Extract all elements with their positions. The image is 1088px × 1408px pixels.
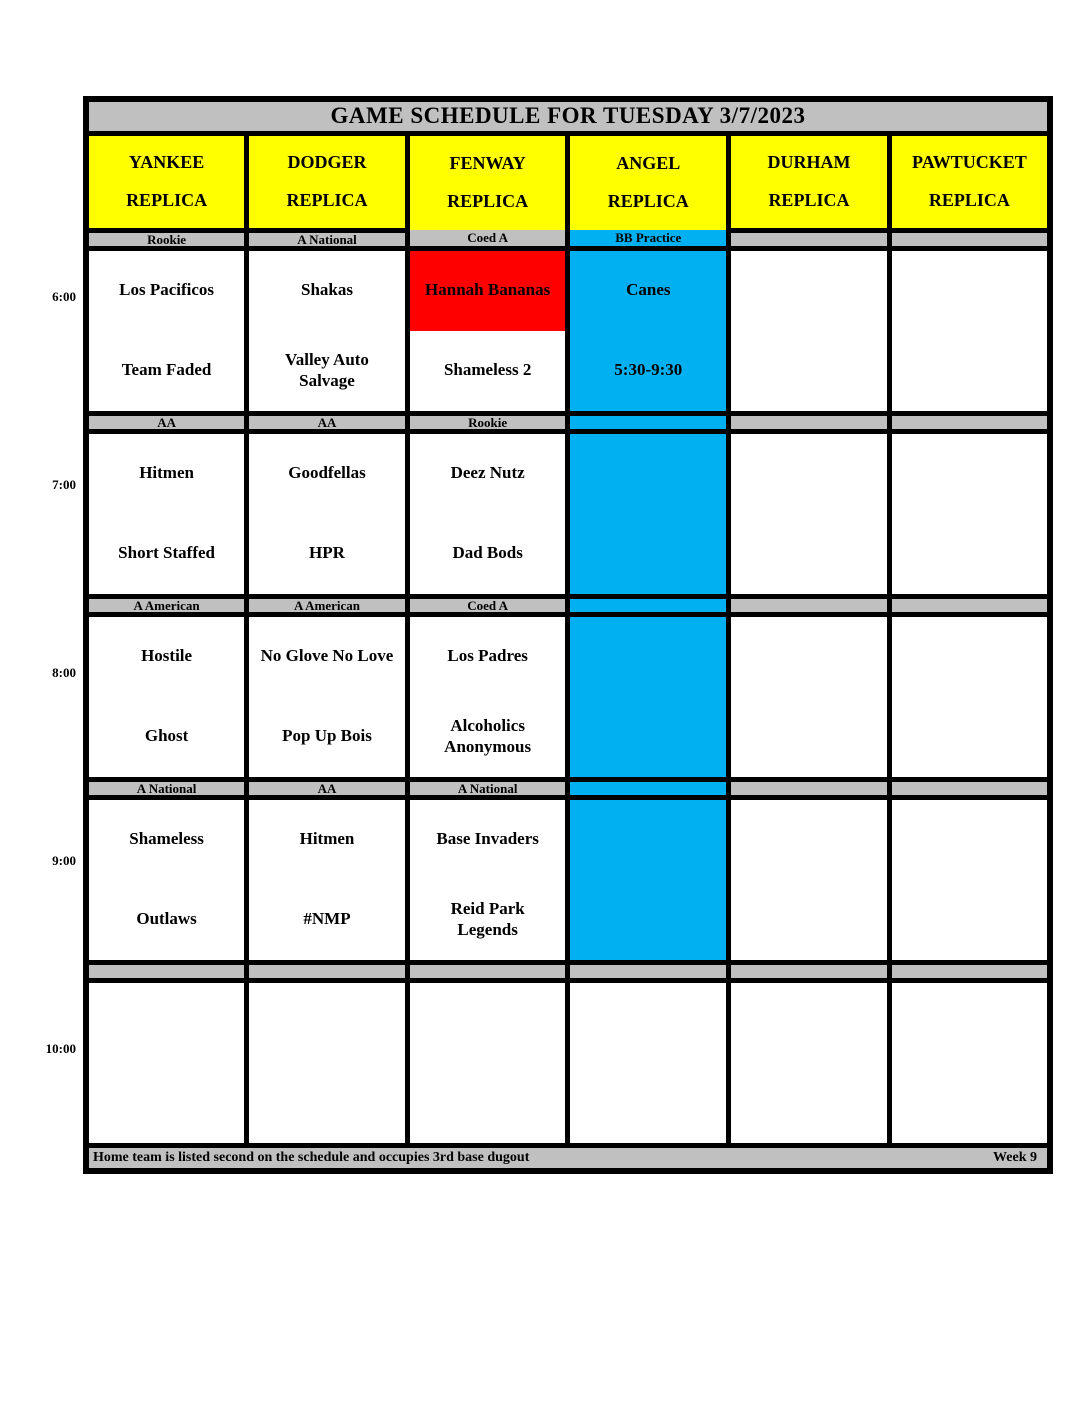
field-header-durham bbox=[729, 133, 890, 230]
home-team bbox=[892, 514, 1047, 594]
away-team: Hitmen bbox=[139, 463, 194, 483]
time-label-8: 8:00 bbox=[52, 665, 76, 680]
away-team bbox=[570, 983, 726, 1063]
game-cell bbox=[86, 431, 247, 596]
home-team bbox=[731, 514, 887, 594]
game-cell bbox=[86, 797, 247, 962]
away-team: No Glove No Love bbox=[260, 646, 394, 666]
away-team: Hostile bbox=[141, 646, 193, 666]
home-team bbox=[731, 880, 887, 960]
division-cell: A American bbox=[86, 596, 247, 614]
game-row-7 bbox=[86, 431, 1050, 596]
empty-cell-text bbox=[570, 514, 726, 594]
empty-cell-text bbox=[570, 800, 726, 880]
away-team bbox=[892, 434, 1047, 514]
game-cell bbox=[247, 980, 408, 1145]
division-cell: AA bbox=[247, 413, 408, 431]
field-header-pawtucket bbox=[889, 133, 1050, 230]
game-cell bbox=[407, 248, 568, 413]
game-row-6 bbox=[86, 248, 1050, 413]
division-cell: Rookie bbox=[86, 230, 247, 248]
away-team-highlighted: Hannah Bananas bbox=[410, 251, 566, 331]
division-cell: A National bbox=[86, 779, 247, 797]
division-cell-practice bbox=[568, 596, 729, 614]
home-team: Team Faded bbox=[121, 360, 212, 380]
week-label: Week 9 bbox=[993, 1149, 1037, 1165]
time-label-10: 10:00 bbox=[45, 1041, 76, 1056]
away-team bbox=[892, 251, 1047, 331]
division-cell bbox=[729, 230, 890, 248]
away-team: Deez Nutz bbox=[450, 463, 525, 483]
game-cell bbox=[889, 614, 1050, 779]
field-sub: REPLICA bbox=[126, 189, 208, 210]
home-team: HPR bbox=[309, 543, 345, 563]
game-cell bbox=[729, 614, 890, 779]
time-label-7: 7:00 bbox=[52, 477, 76, 492]
division-cell-practice bbox=[568, 413, 729, 431]
game-cell bbox=[407, 431, 568, 596]
game-cell bbox=[247, 248, 408, 413]
home-team bbox=[89, 1063, 244, 1143]
division-cell bbox=[889, 779, 1050, 797]
game-cell bbox=[247, 797, 408, 962]
field-sub: REPLICA bbox=[447, 191, 529, 212]
game-cell bbox=[568, 980, 729, 1145]
away-team: Los Padres bbox=[447, 646, 528, 666]
division-cell bbox=[729, 413, 890, 431]
time-label-6: 6:00 bbox=[52, 289, 76, 304]
away-team bbox=[892, 617, 1047, 697]
home-team: Dad Bods bbox=[452, 543, 523, 563]
division-cell bbox=[407, 962, 568, 980]
field-name: ANGEL bbox=[616, 153, 681, 174]
game-cell bbox=[729, 980, 890, 1145]
field-name: PAWTUCKET bbox=[912, 152, 1027, 173]
field-name: DODGER bbox=[287, 152, 367, 173]
field-name: DURHAM bbox=[767, 152, 851, 173]
game-cell bbox=[889, 248, 1050, 413]
game-cell bbox=[889, 431, 1050, 596]
field-name: YANKEE bbox=[128, 152, 205, 173]
field-header-yankee bbox=[86, 133, 247, 230]
division-cell bbox=[889, 413, 1050, 431]
footer-cell bbox=[86, 1145, 1050, 1171]
home-team bbox=[731, 1063, 887, 1143]
game-cell bbox=[889, 797, 1050, 962]
home-team bbox=[570, 1063, 726, 1143]
division-row-9 bbox=[86, 779, 1050, 797]
home-team bbox=[410, 1063, 566, 1143]
division-cell: AA bbox=[247, 779, 408, 797]
field-sub: REPLICA bbox=[607, 191, 689, 212]
division-cell-practice: BB Practice bbox=[568, 230, 729, 248]
home-team: Alcoholics Anonymous bbox=[444, 716, 532, 756]
division-cell bbox=[729, 779, 890, 797]
game-row-10 bbox=[86, 980, 1050, 1145]
game-cell bbox=[247, 431, 408, 596]
away-team: Goodfellas bbox=[288, 463, 366, 483]
division-row-6 bbox=[86, 230, 1050, 248]
home-team bbox=[731, 697, 887, 777]
empty-cell-text bbox=[570, 880, 726, 960]
field-name: FENWAY bbox=[449, 153, 526, 174]
away-team: Shakas bbox=[300, 280, 353, 300]
home-team bbox=[249, 1063, 405, 1143]
game-cell bbox=[86, 248, 247, 413]
game-cell bbox=[407, 614, 568, 779]
game-cell bbox=[407, 797, 568, 962]
division-cell bbox=[889, 230, 1050, 248]
away-team bbox=[892, 800, 1047, 880]
home-team: Short Staffed bbox=[118, 543, 215, 563]
division-cell: Rookie bbox=[407, 413, 568, 431]
home-team: Ghost bbox=[144, 726, 189, 746]
game-cell bbox=[86, 980, 247, 1145]
away-team: Los Pacificos bbox=[119, 280, 215, 300]
division-cell: AA bbox=[86, 413, 247, 431]
title-row bbox=[86, 99, 1050, 133]
away-team bbox=[410, 983, 566, 1063]
footer-note: Home team is listed second on the schedule and occupies 3rd base dugout bbox=[93, 1149, 530, 1165]
division-cell: Coed A bbox=[407, 230, 568, 248]
division-cell bbox=[729, 596, 890, 614]
division-cell bbox=[889, 962, 1050, 980]
home-team bbox=[892, 880, 1047, 960]
away-team bbox=[731, 251, 887, 331]
home-team bbox=[892, 697, 1047, 777]
division-row-10 bbox=[86, 962, 1050, 980]
division-cell: A National bbox=[247, 230, 408, 248]
field-header-dodger bbox=[247, 133, 408, 230]
field-sub: REPLICA bbox=[928, 189, 1010, 210]
game-cell bbox=[729, 797, 890, 962]
home-team: Reid Park Legends bbox=[450, 899, 525, 939]
game-cell bbox=[407, 980, 568, 1145]
practice-cell bbox=[568, 797, 729, 962]
home-team: #NMP bbox=[303, 909, 351, 929]
away-team bbox=[731, 617, 887, 697]
home-team bbox=[731, 331, 887, 411]
home-team: Pop Up Bois bbox=[282, 726, 372, 746]
home-team bbox=[892, 1063, 1047, 1143]
division-cell bbox=[889, 596, 1050, 614]
away-team: Shameless bbox=[129, 829, 204, 849]
division-cell bbox=[86, 962, 247, 980]
away-team bbox=[89, 983, 244, 1063]
division-cell bbox=[247, 962, 408, 980]
home-team: Valley Auto Salvage bbox=[285, 350, 369, 390]
game-cell bbox=[889, 980, 1050, 1145]
page-title: GAME SCHEDULE FOR TUESDAY 3/7/2023 bbox=[86, 99, 1050, 133]
practice-time: 5:30-9:30 bbox=[614, 360, 683, 380]
practice-cell bbox=[568, 248, 729, 413]
away-team bbox=[249, 983, 405, 1063]
division-row-8 bbox=[86, 596, 1050, 614]
field-sub: REPLICA bbox=[286, 189, 368, 210]
away-team: Base Invaders bbox=[436, 829, 539, 849]
empty-cell-text bbox=[570, 617, 726, 697]
game-cell bbox=[86, 614, 247, 779]
away-team bbox=[731, 983, 887, 1063]
footer-row bbox=[86, 1145, 1050, 1171]
game-row-9 bbox=[86, 797, 1050, 962]
away-team bbox=[731, 434, 887, 514]
home-team bbox=[892, 331, 1047, 411]
home-team: Outlaws bbox=[136, 909, 197, 929]
division-cell: A National bbox=[407, 779, 568, 797]
away-team bbox=[892, 983, 1047, 1063]
field-header-angel bbox=[568, 133, 729, 230]
away-team: Hitmen bbox=[299, 829, 355, 849]
away-team bbox=[731, 800, 887, 880]
division-cell bbox=[568, 962, 729, 980]
division-cell: A American bbox=[247, 596, 408, 614]
home-team: Shameless 2 bbox=[443, 360, 532, 380]
practice-team: Canes bbox=[626, 280, 671, 300]
empty-cell-text bbox=[570, 434, 726, 514]
time-label-9: 9:00 bbox=[52, 853, 76, 868]
practice-cell bbox=[568, 431, 729, 596]
division-cell: Coed A bbox=[407, 596, 568, 614]
field-header-row bbox=[86, 133, 1050, 230]
practice-cell bbox=[568, 614, 729, 779]
game-cell bbox=[247, 614, 408, 779]
field-header-fenway bbox=[407, 133, 568, 230]
division-cell bbox=[729, 962, 890, 980]
division-row-7 bbox=[86, 413, 1050, 431]
empty-cell-text bbox=[570, 697, 726, 777]
field-sub: REPLICA bbox=[768, 189, 850, 210]
game-cell bbox=[729, 248, 890, 413]
schedule-table bbox=[83, 96, 1053, 1174]
division-cell-practice bbox=[568, 779, 729, 797]
game-row-8 bbox=[86, 614, 1050, 779]
game-cell bbox=[729, 431, 890, 596]
